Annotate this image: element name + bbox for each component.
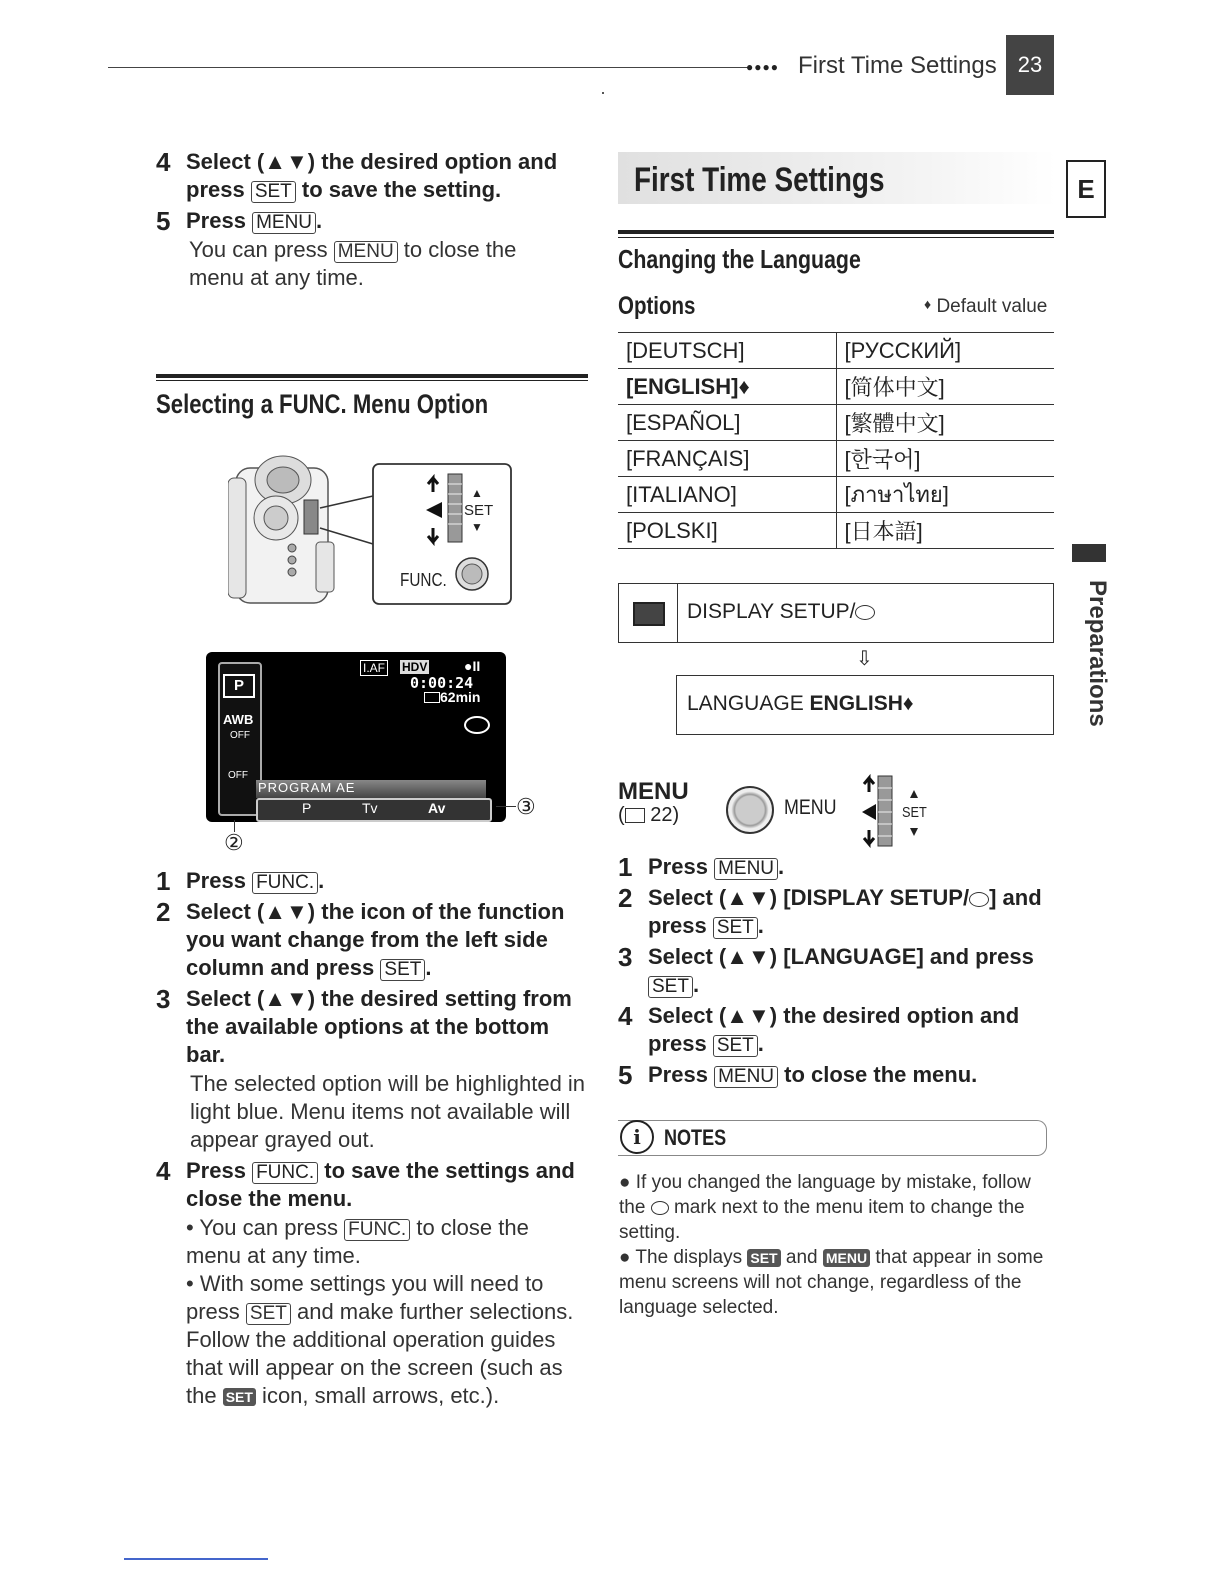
page-number-text: 23: [1017, 52, 1043, 77]
menu-block-ref: ( 22): [618, 804, 680, 826]
lcd-time: 0:00:24: [410, 674, 474, 692]
section-title: First Time Settings: [798, 52, 997, 79]
right-step-3: 3 Select (▲▼) [LANGUAGE] and press SET .: [618, 942, 1034, 997]
lcd-tag-iaf: I.AF: [360, 660, 388, 676]
options-label: Options: [618, 292, 696, 320]
note-2: ● The displays SET and MENU that appear in some menu screens will not change, regardless of the language selected.: [619, 1247, 1044, 1318]
menu-block-label: MENU: [618, 778, 689, 805]
left-step-4-note-2: • With some settings you will need to press SET and make further selections. Follow the additional operation guides that will appear on the screen (such as the SET icon, small arrows, etc.).: [186, 1271, 574, 1408]
callout-3: ③: [516, 794, 536, 819]
left-step-3: 3 Select (▲▼) the desired setting from the available options at the bottom bar.: [156, 984, 572, 1067]
diagram-up-arrow: ▲: [471, 486, 483, 500]
menu-path-item-2: LANGUAGE ENGLISH♦: [687, 692, 914, 715]
callout-2: ②: [224, 830, 244, 855]
func-heading-rule: [156, 374, 588, 378]
title-rule-thin: [618, 237, 1054, 238]
lcd-mode-p[interactable]: P: [302, 800, 312, 816]
table-row: [ITALIANO] [ภาษาไทย]: [618, 477, 1054, 513]
menu-path-box-2: [676, 675, 1054, 735]
title-rule: [618, 230, 1054, 234]
lcd-mode-tv[interactable]: Tv: [362, 800, 378, 816]
func-key: FUNC.: [252, 1162, 318, 1184]
set-key: SET: [246, 1303, 291, 1325]
display-setup-icon-cell: [619, 584, 678, 642]
footer-mark: [124, 1558, 268, 1560]
lcd-rec-indicator: ●II: [464, 658, 481, 674]
camera-diagram: [228, 448, 518, 610]
func-heading: Selecting a FUNC. Menu Option: [156, 389, 489, 419]
info-icon: i: [620, 1120, 654, 1154]
menu-button-icon: [726, 786, 774, 834]
lcd-icon-program: P: [223, 674, 255, 698]
func-key: FUNC.: [344, 1219, 410, 1241]
left-step-2: 2 Select (▲▼) the icon of the function you want change from the left side column and press SET .: [156, 897, 565, 980]
header-mark: [602, 92, 604, 94]
left-top-note: You can press MENU to close the menu at any time.: [189, 237, 517, 290]
lang-tab-text: E: [1077, 174, 1095, 204]
page-number: [1006, 35, 1054, 95]
default-mark: ♦: [924, 296, 932, 312]
speech-bubble-icon: [651, 1201, 669, 1215]
lcd-program-label: PROGRAM AE: [258, 780, 356, 795]
menu-chip-icon: MENU: [823, 1249, 870, 1267]
callout-line-3: [496, 806, 516, 807]
book-icon: [625, 808, 645, 823]
note-1: ● If you changed the language by mistake, follow the mark next to the menu item to change the setting.: [619, 1172, 1031, 1243]
table-row: [ESPAÑOL] [繁體中文]: [618, 405, 1054, 441]
lcd-icon-off: OFF: [230, 730, 250, 741]
menu-key: MENU: [334, 241, 398, 263]
set-chip-icon: SET: [747, 1249, 780, 1267]
lcd-remaining: 62min: [440, 689, 481, 705]
right-step-4: 4 Select (▲▼) the desired option and press SET .: [618, 1001, 1020, 1056]
func-key: FUNC.: [252, 872, 318, 894]
lcd-screen: [206, 652, 506, 822]
set-key: SET: [251, 181, 296, 203]
chapter-label: Preparations: [1084, 580, 1111, 727]
menu-key: MENU: [714, 1066, 778, 1088]
diagram-set-label: SET: [464, 502, 494, 519]
notes-title: NOTES: [664, 1125, 727, 1150]
chapter-marker: [1072, 544, 1106, 562]
lang-tab: [1066, 160, 1106, 218]
lcd-stabilizer-icon: [464, 716, 490, 734]
left-step-3-note: The selected option will be highlighted in light blue. Menu items not available will appear grayed out.: [190, 1071, 586, 1152]
menu-key: MENU: [714, 858, 778, 880]
speech-bubble-icon: [969, 892, 989, 907]
set-key: SET: [713, 1035, 758, 1057]
header-dots: ●●●●: [746, 60, 779, 74]
set-chip-icon: SET: [223, 1388, 256, 1406]
menu-path-box-1: [618, 583, 1054, 643]
language-table: [618, 332, 1054, 549]
menu-button-label: MENU: [784, 796, 837, 819]
right-step-1: 1 Press MENU .: [618, 852, 785, 882]
set-key: SET: [380, 959, 425, 981]
left-step-4-note-1: • You can press FUNC. to close the menu at any time.: [186, 1215, 529, 1268]
menu-key: MENU: [252, 212, 316, 234]
page-title: First Time Settings: [634, 161, 885, 199]
table-row: [DEUTSCH] [РУССКИЙ]: [618, 333, 1054, 369]
func-heading-rule-thin: [156, 380, 588, 381]
lcd-tag-hdv: HDV: [402, 660, 428, 674]
default-label: Default value: [936, 296, 1048, 317]
table-row: [ENGLISH]♦ [简体中文]: [618, 369, 1054, 405]
left-top-step-5: 5 Press MENU .: [156, 206, 323, 236]
joystick-set-label: SET: [902, 804, 927, 821]
header-rule: [108, 67, 748, 68]
lcd-icon-off-2: OFF: [228, 770, 248, 781]
set-key: SET: [713, 917, 758, 939]
lcd-icon-awb: AWB: [223, 712, 254, 727]
right-step-2: 2 Select (▲▼) [DISPLAY SETUP/ ] and press SET .: [618, 883, 1042, 938]
diagram-func-label: FUNC.: [400, 570, 447, 590]
menu-path-item-1: DISPLAY SETUP/: [687, 598, 875, 626]
set-key: SET: [648, 976, 693, 998]
table-row: [POLSKI] [日本語]: [618, 513, 1054, 549]
diagram-down-arrow: ▼: [471, 520, 483, 534]
display-setup-icon: [633, 602, 665, 626]
joystick-icon: [860, 774, 930, 850]
left-step-4: 4 Press FUNC. to save the settings and close the menu.: [156, 1156, 575, 1211]
left-top-step-4: 4 Select (▲▼) the desired option and press SET to save the setting.: [156, 147, 558, 202]
lang-heading: Changing the Language: [618, 244, 861, 274]
lcd-battery-icon: [424, 692, 440, 703]
table-row: [FRANÇAIS] [한국어]: [618, 441, 1054, 477]
default-value-note: [924, 296, 1047, 318]
lcd-mode-av[interactable]: Av: [428, 800, 446, 816]
right-step-5: 5 Press MENU to close the menu.: [618, 1060, 978, 1090]
menu-path-arrow: ⇩: [856, 648, 873, 670]
speech-bubble-icon: [855, 605, 875, 620]
left-step-1: 1 Press FUNC. .: [156, 866, 325, 896]
